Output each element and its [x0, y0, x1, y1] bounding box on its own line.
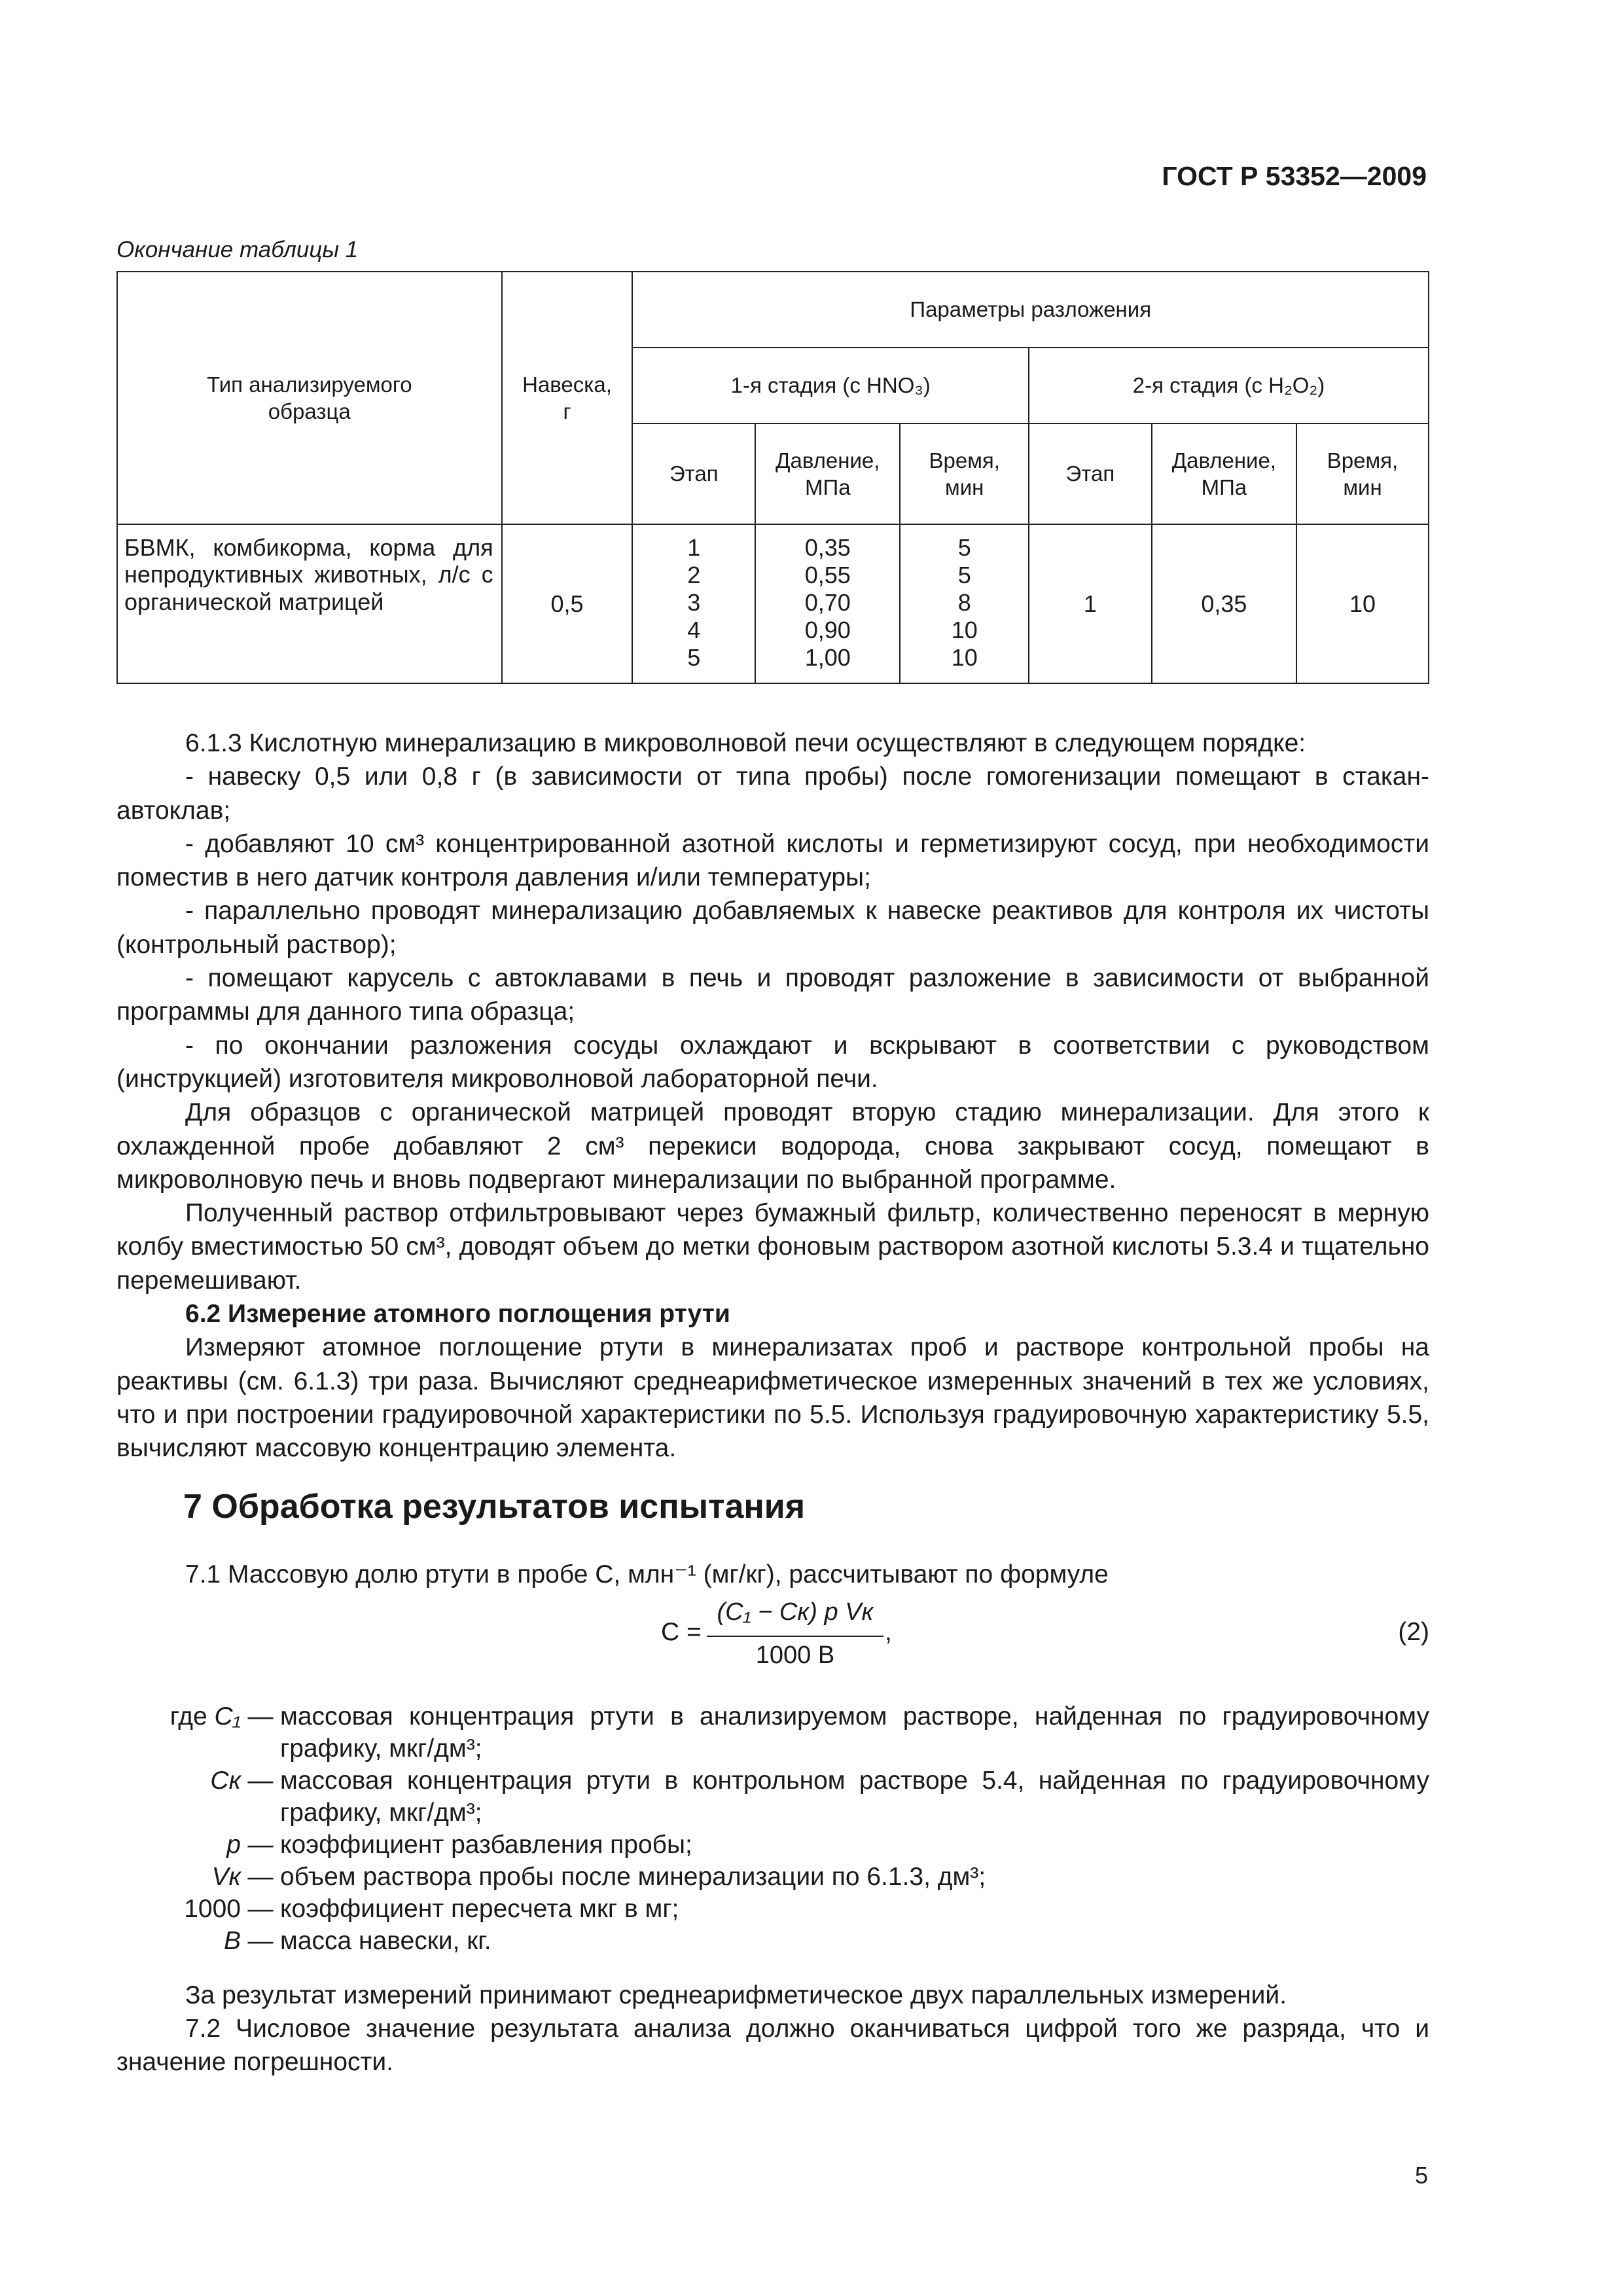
paragraph-6-1-3: 6.1.3 Кислотную минерализацию в микроволновой печи осуществляют в следующем порядке: — [185, 729, 1306, 757]
closing-paragraphs — [116, 1979, 1429, 2079]
cell-s1-time: 5 5 8 10 10 — [900, 524, 1029, 683]
where-item: Cк — массовая концентрация ртути в контрольном растворе 5.4, найденная по градуировочному графику, мкг/дм³; — [116, 1765, 1429, 1829]
where-symbol: p — [226, 1831, 241, 1859]
header-time: Время, мин — [900, 423, 1029, 524]
cell-s2-pressure: 0,35 — [1152, 524, 1296, 683]
fraction-bar — [707, 1636, 883, 1637]
header-step: Этап — [1029, 423, 1152, 524]
where-symbol: Vк — [211, 1863, 241, 1891]
where-item: 1000 — коэффициент пересчета мкг в мг; — [116, 1893, 1429, 1925]
paragraph-result: За результат измерений принимают среднеарифметическое двух параллельных измерений. — [185, 1981, 1287, 2009]
cell-s1-steps: 1 2 3 4 5 — [632, 524, 755, 683]
section-6-body — [116, 726, 1429, 1465]
where-text: коэффициент разбавления пробы; — [280, 1831, 692, 1859]
list-item: - по окончании разложения сосуды охлаждают и вскрывают в соответствии с руководством (инструкцией) изготовителя микроволновой лабораторной печи. — [116, 1031, 1429, 1093]
cell-s1-pressure: 0,35 0,55 0,70 0,90 1,00 — [755, 524, 900, 683]
where-text: массовая концентрация ртути в анализируемом растворе, найденная по градуировочному графику, мкг/дм³; — [280, 1702, 1429, 1763]
paragraph-7-2: 7.2 Числовое значение результата анализа должно оканчиваться цифрой того же разряда, что и значение погрешности. — [116, 2015, 1429, 2076]
cell-s2-time: 10 — [1296, 524, 1429, 683]
header-step: Этап — [632, 423, 755, 524]
formula-number: (2) — [1398, 1618, 1429, 1646]
where-item: Vк — объем раствора пробы после минерализации по 6.1.3, дм³; — [116, 1861, 1429, 1893]
paragraph-filtration: Полученный раствор отфильтровывают через бумажный фильтр, количественно переносят в мерную колбу вместимостью 50 см³, доводят объем до метки фоновым раствором азотной кислоты 5.3.4 и тщательно перемешивают. — [116, 1199, 1429, 1295]
cell-s2-step: 1 — [1029, 524, 1152, 683]
paragraph-organic: Для образцов с органической матрицей проводят вторую стадию минерализации. Для этого к охлажденной пробе добавляют 2 см³ перекиси водорода, снова закрывают сосуд, помещают в микроволновую печь и вновь подвергают минерализации по выбранной программе. — [116, 1098, 1429, 1194]
where-item: p — коэффициент разбавления пробы; — [116, 1829, 1429, 1861]
formula-comma: , — [885, 1618, 892, 1646]
where-text: коэффициент пересчета мкг в мг; — [280, 1895, 679, 1923]
formula-denominator: 1000 B — [755, 1641, 835, 1669]
where-item: B — масса навески, кг. — [116, 1925, 1429, 1957]
list-item: - добавляют 10 см³ концентрированной азотной кислоты и герметизируют сосуд, при необходимости поместив в него датчик контроля давления и/или температуры; — [116, 829, 1429, 892]
decomposition-table — [116, 271, 1429, 684]
where-text: массовая концентрация ртути в контрольном растворе 5.4, найденная по градуировочному графику, мкг/дм³; — [280, 1767, 1429, 1827]
header-sample-type: Тип анализируемого образца — [117, 272, 502, 524]
where-symbol: C₁ — [214, 1702, 241, 1731]
where-word: где — [169, 1702, 207, 1731]
paragraph-7-1 — [116, 1558, 1429, 1591]
where-item: где C₁ — массовая концентрация ртути в анализируемом растворе, найденная по градуировочному графику, мкг/дм³; — [116, 1700, 1429, 1765]
page-number: 5 — [1414, 2162, 1428, 2189]
where-symbol: 1000 — [184, 1895, 241, 1923]
formula-lhs: C = — [661, 1618, 702, 1646]
header-params: Параметры разложения — [632, 272, 1429, 348]
where-text: масса навески, кг. — [280, 1927, 491, 1955]
paragraph-7-1-text: 7.1 Массовую долю ртути в пробе C, млн⁻¹ (мг/кг), рассчитывают по формуле — [185, 1560, 1109, 1588]
header-stage2: 2-я стадия (с H₂O₂) — [1029, 348, 1429, 423]
cell-mass: 0,5 — [502, 524, 633, 683]
list-item: - параллельно проводят минерализацию добавляемых к навеске реактивов для контроля их чистоты (контрольный раствор); — [116, 897, 1429, 959]
where-text: объем раствора пробы после минерализации по 6.1.3, дм³; — [280, 1863, 986, 1891]
cell-sample-type: БВМК, комбикорма, корма для непродуктивных животных, л/с с органической матрицей — [117, 524, 502, 683]
header-time: Время, мин — [1296, 423, 1429, 524]
list-item: - помещают карусель с автоклавами в печь и проводят разложение в зависимости от выбранной программы для данного типа образца; — [116, 964, 1429, 1026]
where-symbol: B — [223, 1927, 241, 1955]
heading-6-2: 6.2 Измерение атомного поглощения ртути — [185, 1300, 730, 1329]
header-pressure: Давление, МПа — [1152, 423, 1296, 524]
where-list — [116, 1700, 1429, 1957]
header-pressure: Давление, МПа — [755, 423, 900, 524]
table-caption: Окончание таблицы 1 — [116, 237, 359, 262]
document-code: ГОСТ Р 53352—2009 — [1162, 161, 1427, 191]
heading-7: 7 Обработка результатов испытания — [183, 1488, 806, 1526]
list-item: - навеску 0,5 или 0,8 г (в зависимости от типа пробы) после гомогенизации помещают в стакан-автоклав; — [116, 762, 1429, 825]
header-stage1: 1-я стадия (с HNO₃) — [632, 348, 1029, 423]
where-symbol: Cк — [210, 1767, 241, 1795]
formula-numerator: (C₁ − Cк) p Vк — [717, 1598, 874, 1626]
header-mass: Навеска, г — [502, 272, 633, 524]
paragraph-6-2: Измеряют атомное поглощение ртути в минерализатах проб и растворе контрольной пробы на реактивы (см. 6.1.3) три раза. Вычисляют среднеарифметическое измеренных значений в тех же условиях, что и при построении градуировочной характеристики по 5.5. Используя градуировочную характеристику 5.5, вычисляют массовую концентрацию элемента. — [116, 1333, 1429, 1463]
